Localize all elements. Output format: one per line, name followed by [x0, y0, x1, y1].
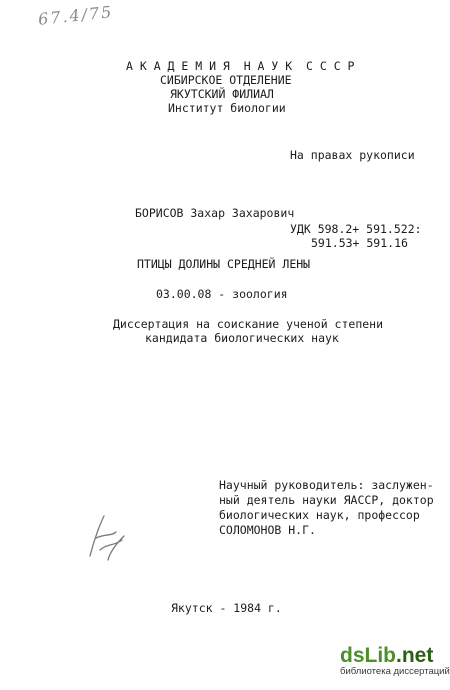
- dissertation-line-1: Диссертация на соискание ученой степени: [113, 317, 384, 331]
- supervisor-line-4: СОЛОМОНОВ Н.Г.: [219, 523, 316, 537]
- rights-note: На правах рукописи: [290, 148, 415, 162]
- institute-heading: Институт биологии: [168, 101, 286, 115]
- thesis-title: ПТИЦЫ ДОЛИНЫ СРЕДНЕЙ ЛЕНЫ: [137, 257, 311, 271]
- specialty-code: 03.00.08 - зоология: [156, 287, 288, 301]
- branch-heading: СИБИРСКОЕ ОТДЕЛЕНИЕ: [160, 73, 292, 87]
- academy-heading: А К А Д Е М И Я Н А У К С С С Р: [126, 59, 355, 73]
- udk-line-1: УДК 598.2+ 591.522:: [290, 222, 422, 236]
- city-year: Якутск - 1984 г.: [171, 601, 282, 615]
- handwritten-note: 67.4/75: [37, 2, 115, 29]
- watermark-subtitle: библиотека диссертаций: [340, 666, 450, 677]
- supervisor-line-2: ный деятель науки ЯАССР, доктор: [219, 493, 434, 507]
- udk-line-2: 591.53+ 591.16: [311, 236, 408, 250]
- filial-heading: ЯКУТСКИЙ ФИЛИАЛ: [170, 87, 274, 101]
- watermark-logo: dsLib.net: [340, 644, 434, 667]
- author-name: БОРИСОВ Захар Захарович: [135, 206, 295, 220]
- dissertation-line-2: кандидата биологических наук: [145, 331, 339, 345]
- watermark: [340, 644, 450, 684]
- supervisor-line-1: Научный руководитель: заслужен-: [219, 478, 434, 492]
- signature-mark: [86, 510, 128, 564]
- supervisor-line-3: биологических наук, профессор: [219, 508, 420, 522]
